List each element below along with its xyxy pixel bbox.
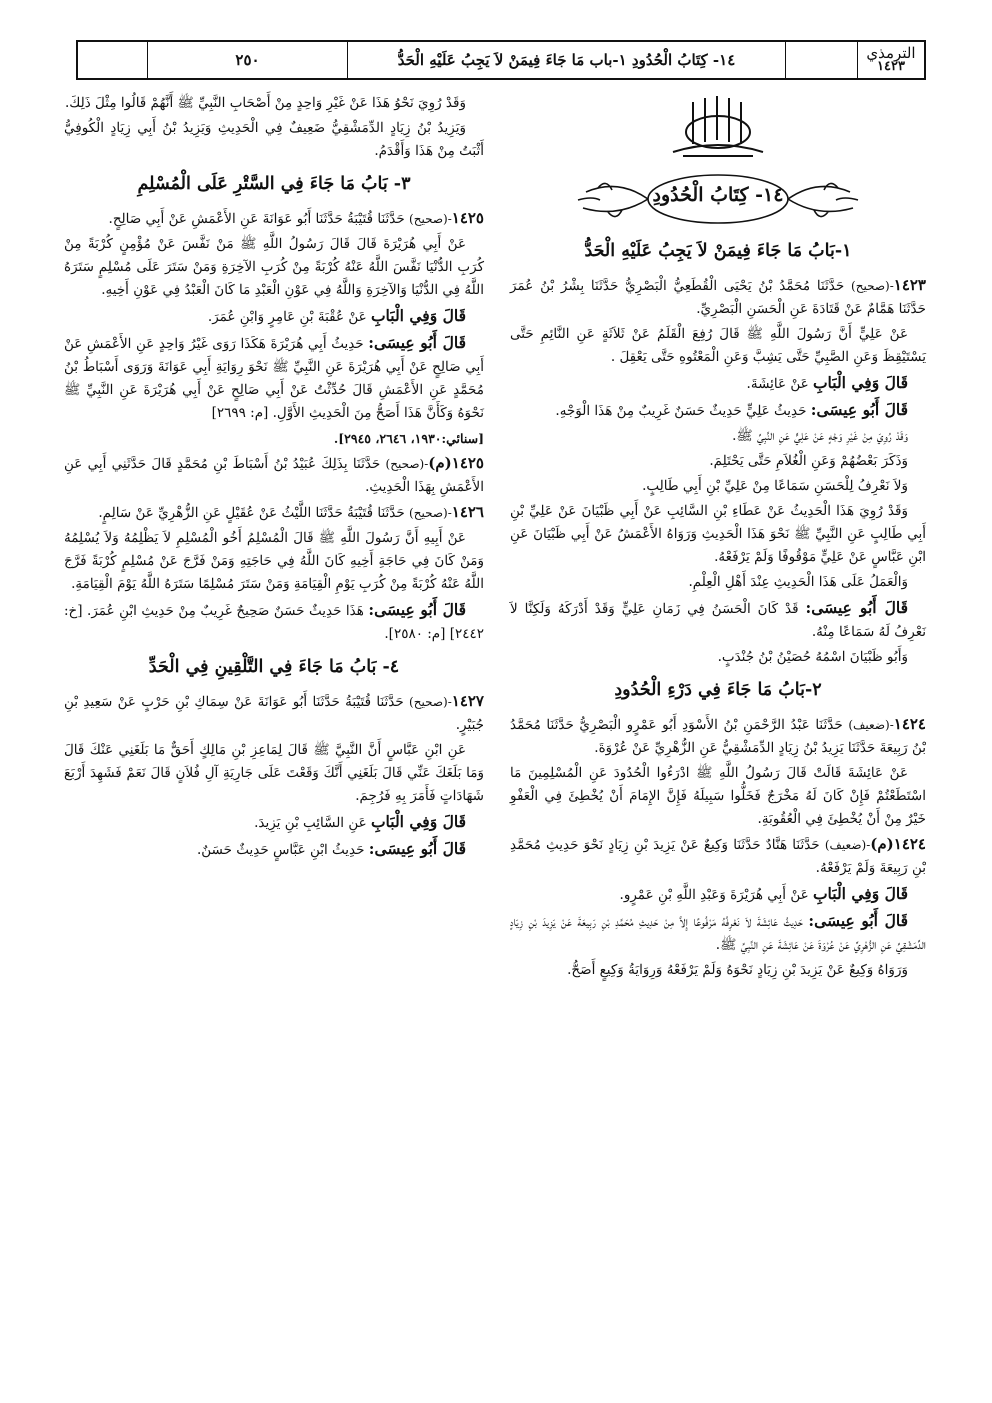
matn: عَنْ أَبِيهِ أَنَّ رَسُولَ اللَّهِ ﷺ قَالَ الْمُسْلِمُ أَخُو الْمُسْلِمِ لاَ يَظْلِمُهُ وَلاَ يُسْلِمُهُ وَمَنْ كَانَ فِي حَاجَةِ أَخِيهِ كَانَ اللَّهُ فِي حَاجَتِهِ وَمَنْ فَرَّجَ عَنْ مُسْلِمٍ كُرْبَةً فَرَّجَ اللَّهُ عَنْهُ كُرْبَةً مِنْ كُرَبِ يَوْمِ الْقِيَامَةِ وَمَنْ سَتَرَ مُسْلِمًا سَتَرَهُ اللَّهُ يَوْمَ الْقِيَامَةِ. [64,530,484,592]
isnad: حَدَّثَنَا قُتَيْبَةُ حَدَّثَنَا اللَّيْثُ عَنْ عُقَيْلٍ عَنِ الزُّهْرِيِّ عَنْ سَالِمٍ. [98,505,410,521]
bab-1-title: ١-بَابُ مَا جَاءَ فِيمَنْ لاَ يَجِبُ عَلَيْهِ الْحَدُّ [584,241,852,261]
matn: عَنْ أَبِي هُرَيْرَةَ قَالَ قَالَ رَسُولُ اللَّهِ ﷺ مَنْ نَفَّسَ عَنْ مُؤْمِنٍ كُرْبَةً مِنْ كُرَبِ الدُّنْيَا نَفَّسَ اللَّهُ عَنْهُ كُرْبَةً مِنْ كُرَبِ الآخِرَةِ وَمَنْ سَتَرَ عَلَى مُسْلِمٍ سَتَرَهُ اللَّهُ فِي الدُّنْيَا وَالآخِرَةِ وَاللَّهُ فِي عَوْنِ الْعَبْدِ مَا كَانَ الْعَبْدُ فِي عَوْنِ أَخِيهِ. [64,236,484,298]
abu-isa-comment: قَالَ أَبُو عِيسَى: حَدِيثُ ابْنِ عَبَّاسٍ حَدِيثٌ حَسَنٌ. [196,839,466,858]
hadith-1423 [510,274,926,321]
header-blank-cell [78,42,148,78]
page-number: ٢٥٠ [148,42,348,78]
matn: عَنْ عَائِشَةَ قَالَتْ قَالَ رَسُولُ اللَّهِ ﷺ ادْرَءُوا الْحُدُودَ عَنِ الْمُسْلِمِينَ مَا اسْتَطَعْتُمْ فَإِنْ كَانَ لَهُ مَخْرَجٌ فَخَلُّوا سَبِيلَهُ فَإِنَّ الإِمَامَ أَنْ يُخْطِئَ فِي الْعَفْوِ خَيْرٌ مِنْ أَنْ يُخْطِئَ فِي الْعُقُوبَةِ. [510,765,926,827]
bab-note: قَالَ وَفِي الْبَابِ عَنْ عُقْبَةَ بْنِ عَامِرٍ وَابْنِ عُمَرَ. [207,306,466,325]
hadith-grade: -(صحيح) [409,506,452,520]
paragraph: وَالْعَمَلُ عَلَى هَذَا الْحَدِيثِ عِنْدَ أَهْلِ الْعِلْمِ. [688,574,908,590]
hadith-grade: -(صحيح) [385,457,429,471]
hadith-number: ١٤٢٥(م) [428,454,484,472]
paragraph: وَأَبُو ظَبْيَانَ اسْمُهُ حُصَيْنُ بْنُ جُنْدَبٍ. [717,649,908,665]
bab-2-title: ٢-بَابُ مَا جَاءَ فِي دَرْءِ الْحُدُودِ [614,680,822,700]
isnad: حَدَّثَنَا قُتَيْبَةُ حَدَّثَنَا أَبُو عَوَانَةَ عَنِ الأَعْمَشِ عَنْ أَبِي صَالِحٍ. [108,211,410,227]
running-title: ١٤- كِتَابُ الْحُدُودِ ١-باب مَا جَاءَ فِيمَنْ لاَ يَجِبُ عَلَيْهِ الْحَدُّ [348,42,786,78]
hadith-1426 [64,501,484,525]
header-blank-cell [786,42,858,78]
paragraph: وَقَدْ رُوِيَ هَذَا الْحَدِيثُ عَنْ عَطَاءِ بْنِ السَّائِبِ عَنْ أَبِي ظَبْيَانَ عَنْ عَلِيِّ بْنِ أَبِي طَالِبٍ عَنِ النَّبِيِّ ﷺ نَحْوَ هَذَا الْحَدِيثِ وَرَوَاهُ الأَعْمَشُ عَنْ أَبِي ظَبْيَانَ عَنِ ابْنِ عَبَّاسٍ عَنْ عَلِيٍّ مَوْقُوفًا وَلَمْ يَرْفَعْهُ. [510,503,926,565]
kitab-title-banner [568,170,868,228]
hadith-1425m: ١٤٢٥(م)-(صحيح) حَدَّثَنَا بِذَلِكَ عُبَيْدُ بْنُ أَسْبَاطَ بْنِ مُحَمَّدٍ قَالَ حَدَّثَنِي أَبِي عَنِ الأَعْمَشِ بِهَذَا الْحَدِيثِ. [64,454,484,495]
hadith-number: ١٤٢٣ [893,276,926,294]
isnad: حَدَّثَنَا قُتَيْبَةُ حَدَّثَنَا أَبُو عَوَانَةَ عَنْ سِمَاكِ بْنِ حَرْبٍ عَنْ سَعِيدِ بْنِ جُبَيْرٍ. [64,694,484,733]
hadith-grade: -(صحيح) [409,695,452,709]
hadith-1425 [64,207,484,231]
paragraph: وَقَدْ رُوِيَ نَحْوُ هَذَا عَنْ غَيْرِ وَاحِدٍ مِنْ أَصْحَابِ النَّبِيِّ ﷺ أَنَّهُمْ قَالُوا مِثْلَ ذَلِكَ. [64,95,466,111]
hadith-range: ١٤٢٣ [877,59,905,74]
bab-note: قَالَ وَفِي الْبَابِ عَنِ السَّائِبِ بْنِ يَزِيدَ. [254,812,466,831]
matn: عَنِ ابْنِ عَبَّاسٍ أَنَّ النَّبِيَّ ﷺ قَالَ لِمَاعِزِ بْنِ مَالِكٍ أَحَقٌّ مَا بَلَغَنِي عَنْكَ قَالَ وَمَا بَلَغَكَ عَنِّي قَالَ بَلَغَنِي أَنَّكَ وَقَعْتَ عَلَى جَارِيَةِ آلِ فُلاَنٍ قَالَ نَعَمْ فَشَهِدَ أَرْبَعَ شَهَادَاتٍ فَأَمَرَ بِهِ فَرُجِمَ. [64,742,484,804]
book-info [858,42,924,78]
left-column [64,92,484,864]
abu-isa-comment: قَالَ أَبُو عِيسَى: قَدْ كَانَ الْحَسَنُ فِي زَمَانِ عَلِيٍّ وَقَدْ أَدْرَكَهُ وَلَكِنَّا لاَ نَعْرِفُ لَهُ سَمَاعًا مِنْهُ. [510,598,926,640]
right-column [510,92,926,984]
matn: عَنْ عَلِيٍّ أَنَّ رَسُولَ اللَّهِ ﷺ قَالَ رُفِعَ الْقَلَمُ عَنْ ثَلاَثَةٍ عَنِ النَّائِمِ حَتَّى يَسْتَيْقِظَ وَعَنِ الصَّبِيِّ حَتَّى يَشِبَّ وَعَنِ الْمَعْتُوهِ حَتَّى يَعْقِلَ . [510,326,926,365]
bab-note: قَالَ وَفِي الْبَابِ عَنْ عَائِشَةَ. [746,373,908,392]
hadith-grade: -(صحيح) [851,279,894,293]
hadith-grade: -(ضعيف) [824,838,871,852]
hadith-number: ١٤٢٧ [451,692,484,710]
reference: [سنائي:١٩٣٠، ٢٦٤٦، ٢٩٤٥]. [333,431,484,446]
abu-isa-comment: قَالَ أَبُو عِيسَى: حَدِيثُ عَلِيٍّ حَدِيثٌ حَسَنٌ غَرِيبٌ مِنْ هَذَا الْوَجْهِ. [555,400,908,419]
basmala-calligraphy-logo [653,94,783,164]
isnad: حَدَّثَنَا عَبْدُ الرَّحْمَنِ بْنُ الأَسْوَدِ أَبُو عَمْرٍو الْبَصْرِيُّ حَدَّثَنَا مُحَمَّدُ بْنُ رَبِيعَةَ حَدَّثَنَا يَزِيدُ بْنُ زِيَادٍ الدِّمَشْقِيُّ عَنِ الزُّهْرِيِّ عَنْ عُرْوَةَ. [510,717,926,756]
hadith-number: ١٤٢٤(م) [870,835,926,853]
hadith-number: ١٤٢٤ [893,715,926,733]
abu-isa-comment: قَالَ أَبُو عِيسَى: هَذَا حَدِيثٌ حَسَنٌ صَحِيحٌ غَرِيبٌ مِنْ حَدِيثِ ابْنِ عُمَرَ. [خ: ٢٤٤٢] [م: ٢٥٨٠]. [64,600,484,642]
hadith-1427 [64,690,484,737]
kitab-title: ١٤- كِتَابُ الْحُدُودِ [652,184,784,206]
hadith-number: ١٤٢٥ [451,209,484,227]
bab-4-title: ٤- بَابُ مَا جَاءَ فِي التَّلْقِينِ فِي الْحَدِّ [148,657,400,677]
hadith-grade: -(صحيح) [409,212,452,226]
abu-isa-comment: قَالَ أَبُو عِيسَى: حَدِيثُ عَائِشَةَ لاَ نَعْرِفُهُ مَرْفُوعًا إِلاَّ مِنْ حَدِيثِ مُحَمَّدِ بْنِ رَبِيعَةَ عَنْ يَزِيدَ بْنِ زِيَادٍ الدِّمَشْقِيِّ عَنِ الزُّهْرِيِّ عَنْ عُرْوَةَ عَنْ عَائِشَةَ عَنِ النَّبِيِّ ﷺ. [510,911,926,953]
hadith-1424 [510,713,926,760]
hadith-1424m: ١٤٢٤(م)-(ضعيف) حَدَّثَنَا هَنَّادٌ حَدَّثَنَا وَكِيعٌ عَنْ يَزِيدَ بْنِ زِيَادٍ نَحْوَ حَدِيثِ مُحَمَّدِ بْنِ رَبِيعَةَ وَلَمْ يَرْفَعْهُ. [510,835,926,876]
abu-isa-comment: قَالَ أَبُو عِيسَى: حَدِيثُ أَبِي هُرَيْرَةَ هَكَذَا رَوَى غَيْرُ وَاحِدٍ عَنِ الأَعْمَشِ عَنْ أَبِي صَالِحٍ عَنْ أَبِي هُرَيْرَةَ عَنِ النَّبِيِّ ﷺ نَحْوَ رِوَايَةِ أَبِي عَوَانَةَ وَرَوَى أَسْبَاطُ بْنُ مُحَمَّدٍ عَنِ الأَعْمَشِ قَالَ حُدِّثْتُ عَنْ أَبِي صَالِحٍ عَنْ أَبِي هُرَيْرَةَ عَنِ النَّبِيِّ ﷺ نَحْوَهُ وَكَأَنَّ هَذَا أَصَحُّ مِنَ الْحَدِيثِ الأَوَّلِ. [م: ٢٦٩٩] [64,333,484,421]
isnad: حَدَّثَنَا مُحَمَّدُ بْنُ يَحْيَى الْقُطَعِيُّ الْبَصْرِيُّ حَدَّثَنَا بِشْرُ بْنُ عُمَرَ حَدَّثَنَا هَمَّامٌ عَنْ قَتَادَةَ عَنِ الْحَسَنِ الْبَصْرِيِّ. [510,278,926,317]
paragraph: وَلاَ نَعْرِفُ لِلْحَسَنِ سَمَاعًا مِنْ عَلِيِّ بْنِ أَبِي طَالِبٍ. [642,478,908,494]
bab-3-title: ٣- بَابُ مَا جَاءَ فِي السَّتْرِ عَلَى الْمُسْلِمِ [137,174,411,194]
bab-note: قَالَ وَفِي الْبَابِ عَنْ أَبِي هُرَيْرَةَ وَعَبْدِ اللَّهِ بْنِ عَمْرٍو. [619,884,908,903]
paragraph: وَيَزِيدُ بْنُ زِيَادٍ الدِّمَشْقِيُّ ضَعِيفٌ فِي الْحَدِيثِ وَيَزِيدُ بْنُ أَبِي زِيَادٍ الْكُوفِيُّ أَثْبَتُ مِنْ هَذَا وَأَقْدَمُ. [64,120,484,159]
paragraph: وَرَوَاهُ وَكِيعٌ عَنْ يَزِيدَ بْنِ زِيَادٍ نَحْوَهُ وَلَمْ يَرْفَعْهُ وَرِوَايَةُ وَكِيعٍ أَصَحُّ. [567,962,908,978]
book-name: الترمذي [866,44,916,62]
paragraph: وَقَدْ رُوِيَ مِنْ غَيْرِ وَجْهٍ عَنْ عَلِيٍّ عَنِ النَّبِيِّ ﷺ. [732,428,908,444]
hadith-grade: -(ضعيف) [848,718,894,732]
running-header [76,40,926,80]
hadith-number: ١٤٢٦ [451,503,484,521]
paragraph: وَذَكَرَ بَعْضُهُمْ وَعَنِ الْغُلاَمِ حَتَّى يَحْتَلِمَ. [709,453,908,469]
